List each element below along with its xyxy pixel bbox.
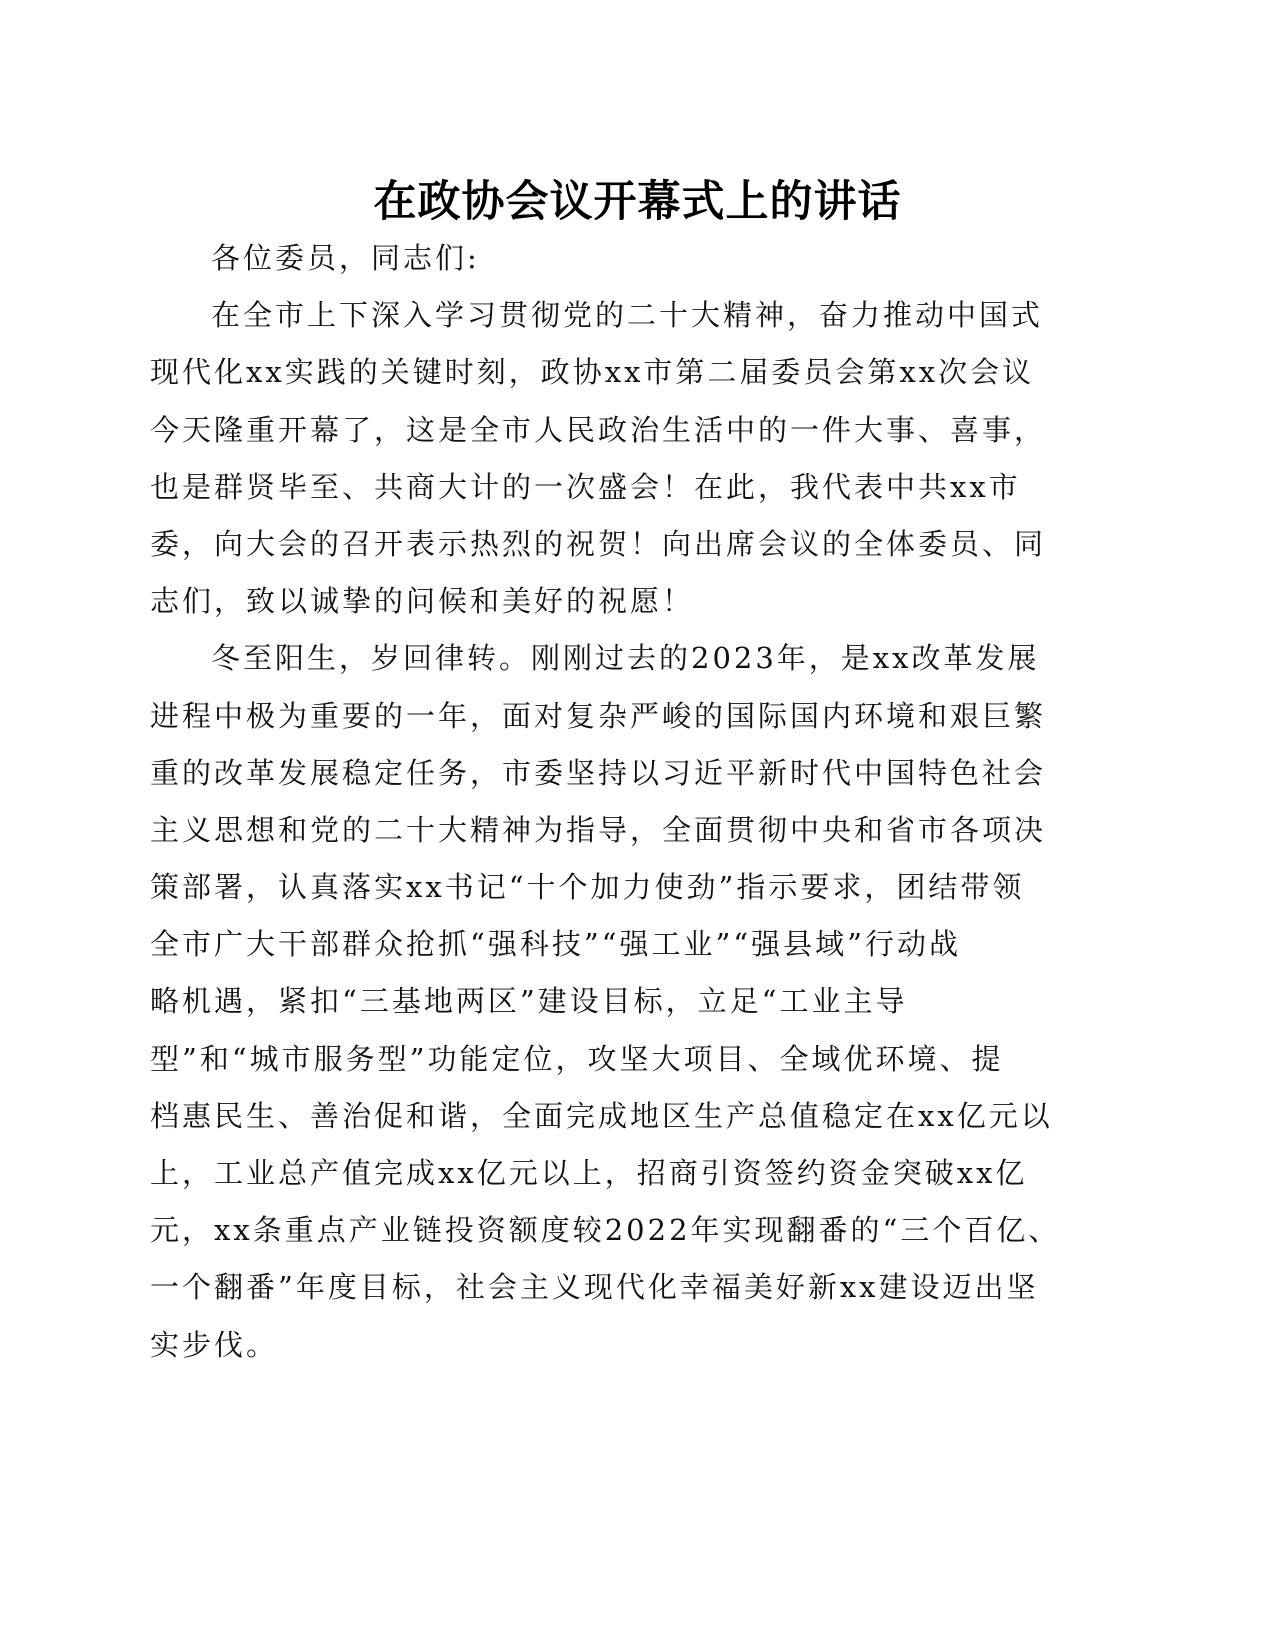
- paragraph-2: [150, 630, 1061, 1373]
- paragraph-line: 元，xx条重点产业链投资额度较2022年实现翻番的“三个百亿、: [150, 1213, 1061, 1248]
- paragraph-line: 上，工业总产值完成xx亿元以上，招商引资签约资金突破xx亿: [150, 1156, 1028, 1190]
- paragraph-line: 实步伐。: [150, 1327, 279, 1362]
- paragraph-line: 略机遇，紧扣“三基地两区”建设目标，立足“工业主导: [150, 984, 908, 1019]
- paragraph-line: 档惠民生、善治促和谐，全面完成地区生产总值稳定在xx亿元以: [150, 1098, 1053, 1133]
- paragraph-line: 现代化xx实践的关键时刻，政协xx市第二届委员会第xx次会议: [150, 355, 1035, 390]
- paragraph-line: 型”和“城市服务型”功能定位，攻坚大项目、全域优环境、提: [150, 1041, 1004, 1076]
- paragraph-line: 在全市上下深入学习贯彻党的二十大精神，奋力推动中国式: [211, 298, 1044, 333]
- paragraph-line: 委，向大会的召开表示热烈的祝贺！向出席会议的全体委员、同: [150, 526, 1047, 561]
- paragraph-line: 冬至阳生，岁回律转。刚刚过去的2023年，是xx改革发展: [211, 641, 1040, 676]
- greeting: 各位委员，同志们:: [211, 241, 480, 275]
- paragraph-line: 主义思想和党的二十大精神为指导，全面贯彻中央和省市各项决: [150, 812, 1047, 847]
- paragraph-line: 一个翻番”年度目标，社会主义现代化幸福美好新xx建设迈出坚: [150, 1270, 1039, 1305]
- paragraph-line: 志们，致以诚挚的问候和美好的祝愿！: [150, 584, 695, 619]
- paragraph-line: 策部署，认真落实xx书记“十个加力使劲”指示要求，团结带领: [150, 870, 1025, 905]
- paragraph-1: [150, 287, 1050, 630]
- paragraph-line: 进程中极为重要的一年，面对复杂严峻的国际国内环境和艰巨繁: [150, 698, 1047, 733]
- document-title: 在政协会议开幕式上的讲话: [373, 177, 902, 227]
- paragraph-line: 重的改革发展稳定任务，市委坚持以习近平新时代中国特色社会: [150, 755, 1047, 790]
- paragraph-line: 全市广大干部群众抢抓“强科技”“强工业”“强县域”行动战: [150, 927, 961, 962]
- paragraph-line: 今天隆重开幕了，这是全市人民政治生活中的一件大事、喜事，: [150, 412, 1047, 447]
- document-body: [150, 230, 1061, 1374]
- paragraph-line: 也是群贤毕至、共商大计的一次盛会！在此，我代表中共xx市: [150, 469, 1021, 504]
